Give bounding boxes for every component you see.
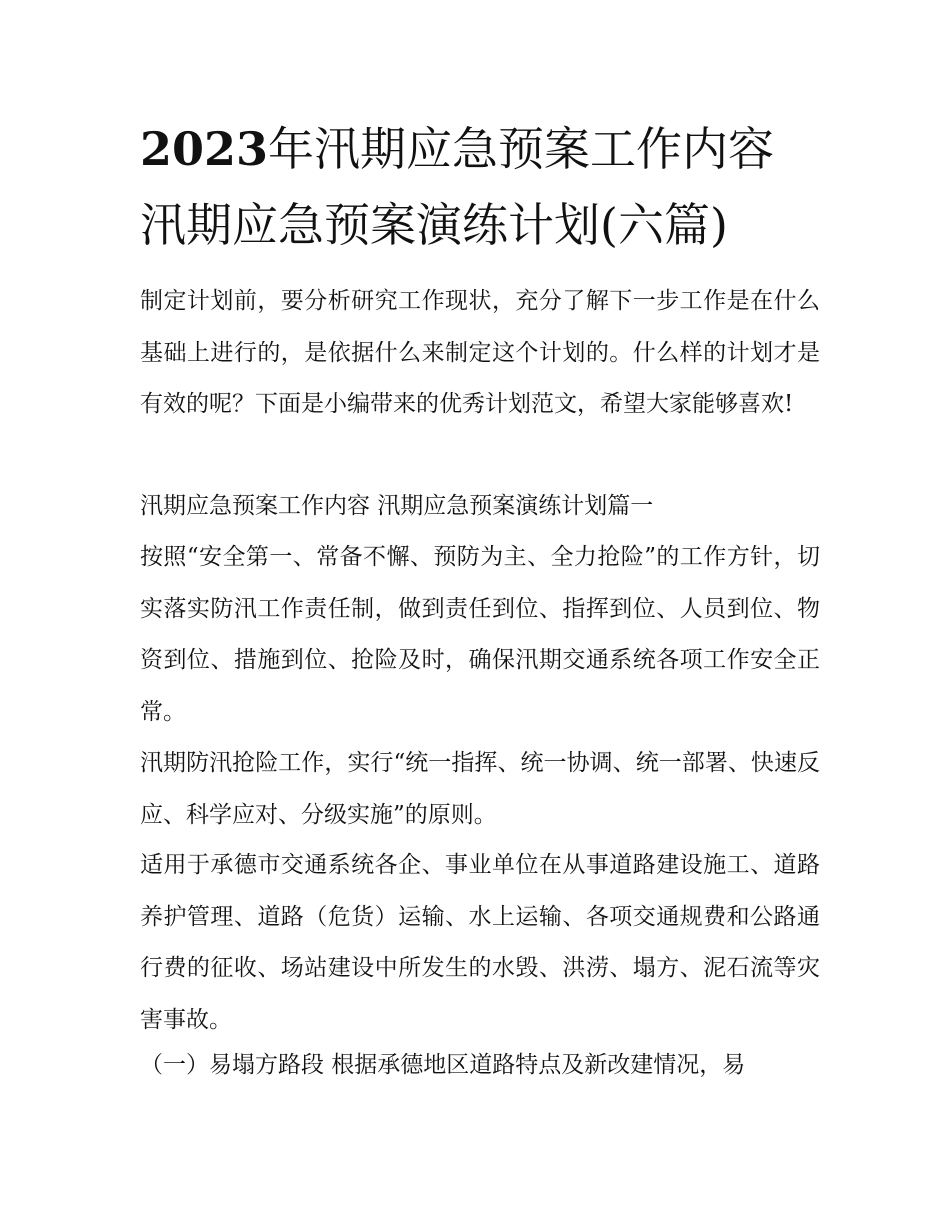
title-line-1-text: 年汛期应急预案工作内容	[268, 122, 775, 176]
scope-paragraph: 适用于承德市交通系统各企、事业单位在从事道路建设施工、道路养护管理、道路（危货）运输、水上运输、各项交通规费和公路通行费的征收、场站建设中所发生的水毁、洪涝、塌方、泥石流等灾害事故。	[140, 852, 820, 1033]
guideline-paragraph: 按照“安全第一、常备不懈、预防为主、全力抢险”的工作方针，切实落实防汛工作责任制，做到责任到位、指挥到位、人员到位、物资到位、措施到位、抢险及时，确保汛期交通系统各项工作安全正常。	[140, 544, 820, 725]
document-title-line-1	[140, 121, 820, 177]
section-heading: 汛期应急预案工作内容 汛期应急预案演练计划篇一	[140, 493, 654, 519]
title-year: 2023	[140, 122, 269, 176]
subsection-paragraph: （一）易塌方路段 根据承德地区道路特点及新改建情况，易	[140, 1052, 746, 1078]
principle-paragraph: 汛期防汛抢险工作，实行“统一指挥、统一协调、统一部署、快速反应、科学应对、分级实施”的原则。	[140, 750, 820, 828]
document-title-line-2: 汛期应急预案演练计划(六篇)	[140, 198, 728, 252]
intro-paragraph: 制定计划前，要分析研究工作现状，充分了解下一步工作是在什么基础上进行的，是依据什么来制定这个计划的。什么样的计划才是有效的呢？下面是小编带来的优秀计划范文，希望大家能够喜欢!	[140, 288, 820, 417]
